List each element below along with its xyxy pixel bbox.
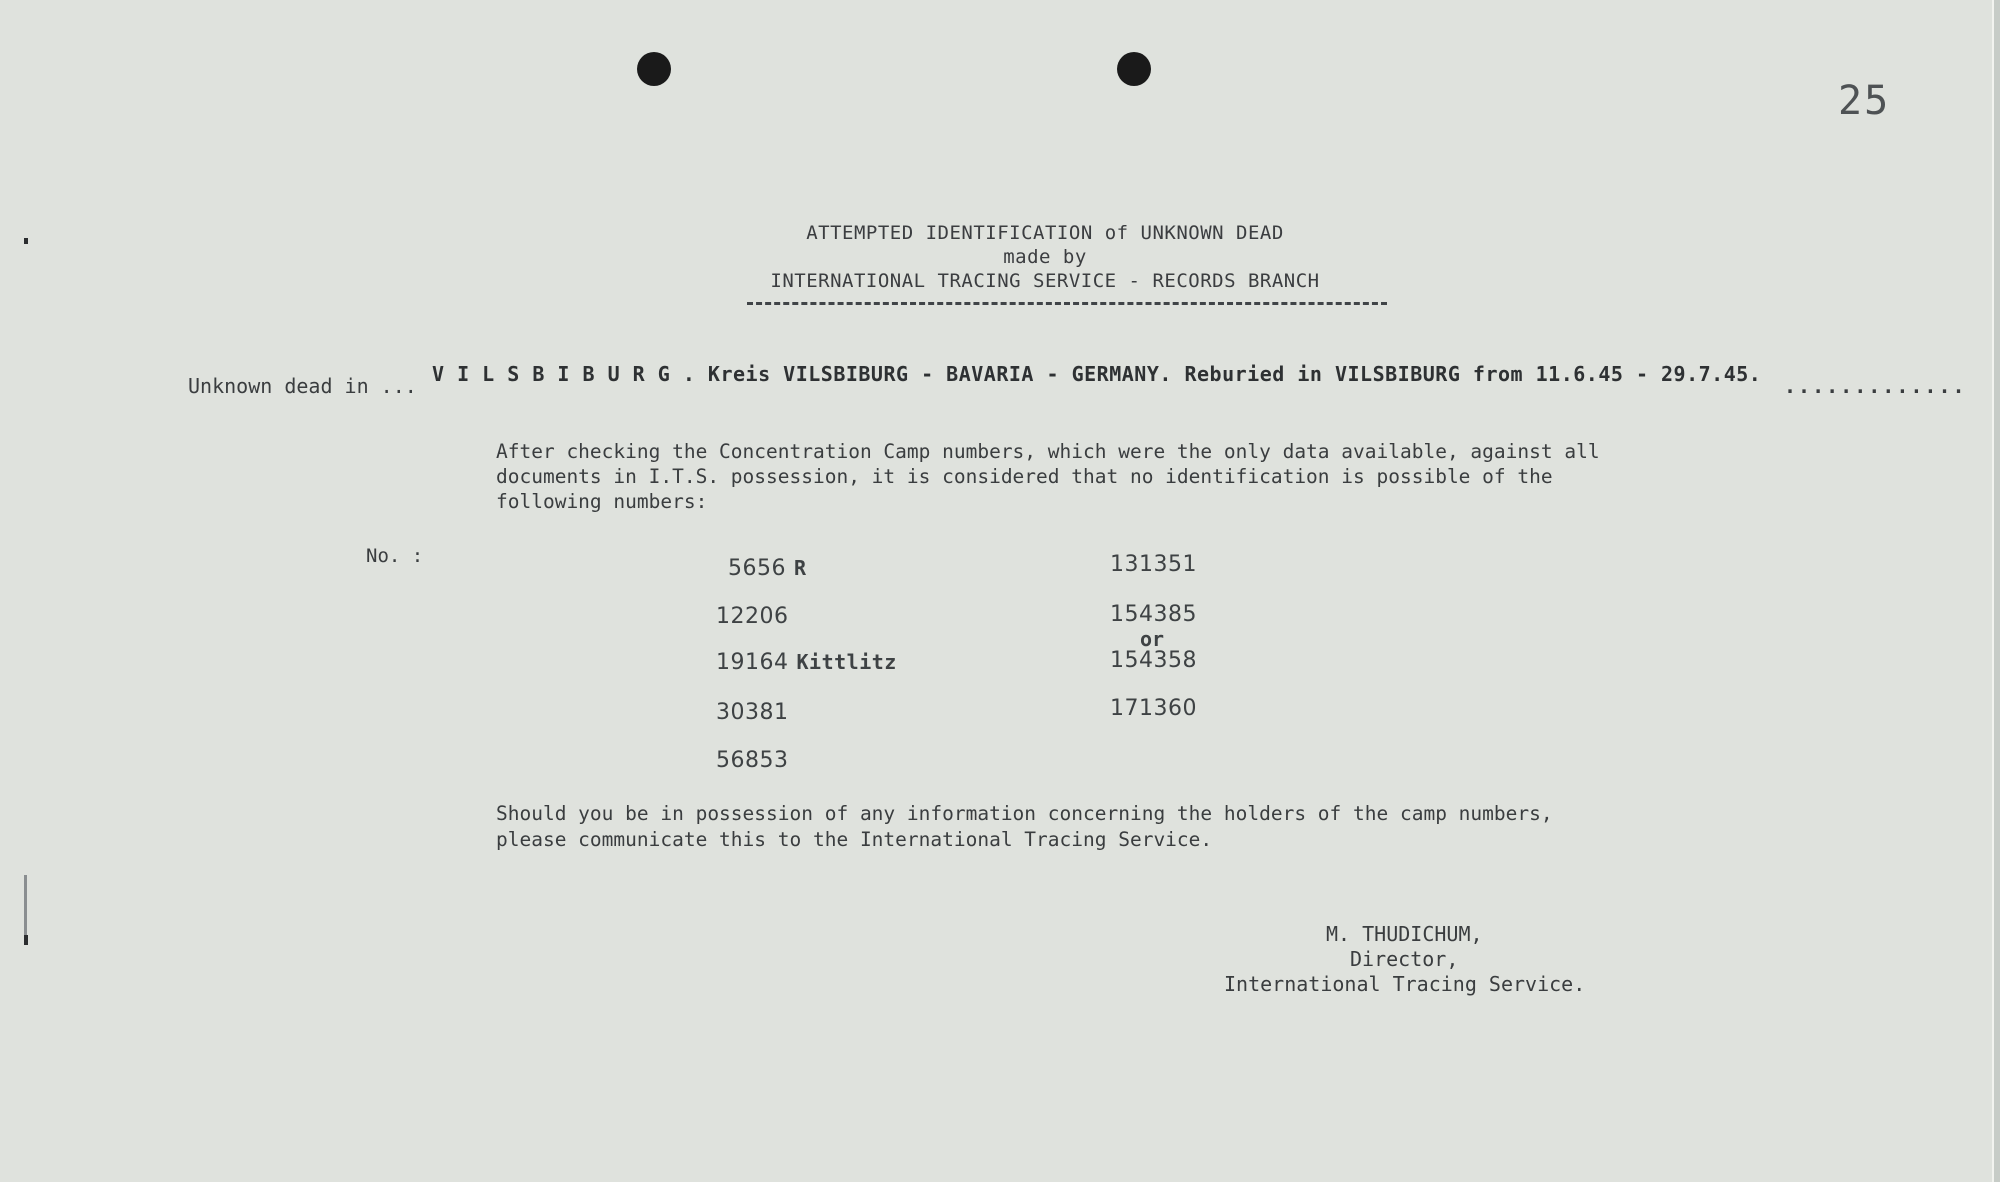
page-number: 25 (1838, 78, 1891, 124)
camp-number-item (716, 748, 797, 773)
signature-name: M. THUDICHUM, (1326, 922, 1483, 946)
heading-subtitle: made by (1003, 246, 1087, 268)
camp-number-right: 131351 (1110, 552, 1197, 577)
closing-paragraph-line-1: Should you be in possession of any information concerning the holders of the camp numbers, (496, 802, 1553, 825)
camp-number-value: 19164 (716, 650, 789, 675)
camp-number-suffix: Kittlitz (796, 650, 897, 674)
margin-mark (24, 238, 28, 244)
heading-title: ATTEMPTED IDENTIFICATION of UNKNOWN DEAD (806, 222, 1284, 244)
punch-hole-right (1117, 52, 1151, 86)
margin-mark (24, 935, 28, 945)
intro-paragraph-line-1: After checking the Concentration Camp numbers, which were the only data available, against all (496, 440, 1600, 463)
unknown-dead-label: Unknown dead in ... (188, 374, 417, 398)
camp-number-value: 5656 (728, 556, 786, 581)
camp-number-suffix: R (794, 556, 807, 580)
signature-organization: International Tracing Service. (1224, 972, 1586, 996)
intro-paragraph-line-2: documents in I.T.S. possession, it is considered that no identification is possible of the (496, 465, 1553, 488)
page-edge (1992, 0, 2000, 1182)
numbers-label: No. : (366, 545, 424, 567)
heading-rule (747, 302, 1387, 305)
intro-paragraph-line-3: following numbers: (496, 490, 708, 513)
camp-number-right: 154385 (1110, 602, 1197, 627)
camp-number-value: 30381 (716, 700, 789, 725)
camp-number-value: 12206 (716, 604, 789, 629)
camp-number-item (716, 650, 897, 675)
closing-paragraph-line-2: please communicate this to the International Tracing Service. (496, 828, 1213, 851)
camp-number-right: 154358 (1110, 648, 1197, 673)
camp-number-item (716, 604, 797, 629)
camp-number-item (716, 700, 797, 725)
heading-organization: INTERNATIONAL TRACING SERVICE - RECORDS BRANCH (770, 270, 1320, 292)
unknown-dead-dots: ............. (1784, 374, 1967, 398)
camp-number-right: 171360 (1110, 696, 1197, 721)
unknown-dead-location: V I L S B I B U R G . Kreis VILSBIBURG - BAVARIA - GERMANY. Reburied in VILSBIBURG from 11.6.45 - 29.7.45. (432, 362, 1762, 386)
punch-hole-left (637, 52, 671, 86)
or-word: or (1140, 627, 1165, 651)
camp-number-value: 56853 (716, 748, 789, 773)
signature-title: Director, (1350, 947, 1459, 971)
margin-mark (24, 875, 27, 943)
camp-number-item (728, 556, 807, 581)
